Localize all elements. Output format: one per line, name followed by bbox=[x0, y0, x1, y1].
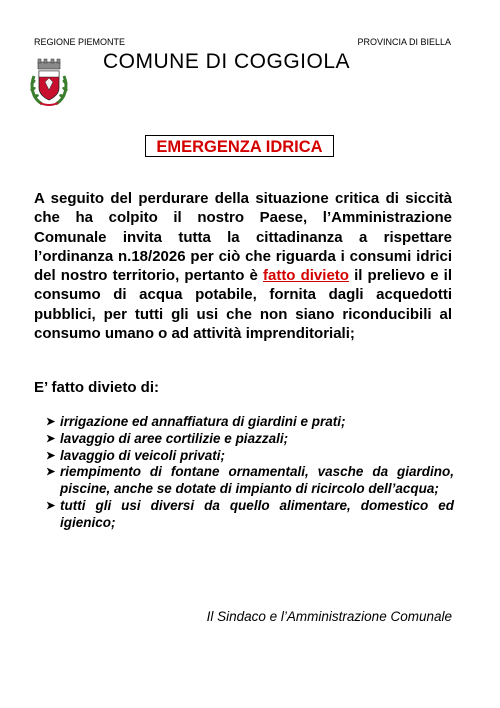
list-item bbox=[46, 464, 454, 498]
arrowhead-bullet-icon: ➤ bbox=[46, 432, 56, 445]
list-item-text: lavaggio di veicoli privati; bbox=[60, 447, 226, 463]
region-label: REGIONE PIEMONTE bbox=[34, 37, 126, 47]
list-item bbox=[46, 498, 454, 532]
municipal-coat-of-arms-icon bbox=[28, 56, 70, 108]
paragraph-text-after: il prelievo e il consumo di acqua potabile, fornita dagli acquedotti pubblici, per tutti gli usi che non siano riconducibili al consumo umano o ad attività imprenditoriali; bbox=[34, 267, 452, 343]
province-label: PROVINCIA DI BIELLA bbox=[357, 37, 451, 47]
list-item bbox=[46, 448, 454, 465]
emergency-title: EMERGENZA IDRICA bbox=[145, 135, 334, 157]
paragraph-text-before: A seguito del perdurare della situazione critica di siccità che ha colpito il nostro Paese, l’Amministrazione Comunale invita tutta la cittadinanza a rispettare l’ordinanza n.18/2026 per ciò che riguarda i consumi idrici del nostro territorio, pertanto è bbox=[34, 190, 452, 285]
arrowhead-bullet-icon: ➤ bbox=[46, 466, 56, 479]
notice-paragraph bbox=[34, 189, 452, 343]
arrowhead-bullet-icon: ➤ bbox=[46, 416, 56, 428]
list-item-text: lavaggio di aree cortilizie e piazzali; bbox=[60, 430, 289, 446]
paragraph-highlight: fatto divieto bbox=[262, 267, 349, 285]
list-item-text: tutti gli usi diversi da quello alimentare, domestico ed igienico; bbox=[60, 497, 454, 530]
prohibitions-list bbox=[46, 414, 454, 532]
list-item-text: riempimento di fontane ornamentali, vasche da giardino, piscine, anche se dotate di impianto di ricircolo dell’acqua; bbox=[60, 464, 454, 497]
town-title: COMUNE DI COGGIOLA bbox=[103, 50, 351, 73]
arrowhead-bullet-icon: ➤ bbox=[46, 449, 56, 462]
prohibitions-heading: E’ fatto divieto di: bbox=[34, 379, 160, 396]
signature: Il Sindaco e l’Amministrazione Comunale bbox=[206, 609, 452, 624]
arrowhead-bullet-icon: ➤ bbox=[46, 499, 56, 512]
list-item bbox=[46, 414, 454, 431]
list-item bbox=[46, 431, 454, 448]
list-item-text: irrigazione ed annaffiatura di giardini e prati; bbox=[60, 414, 346, 429]
